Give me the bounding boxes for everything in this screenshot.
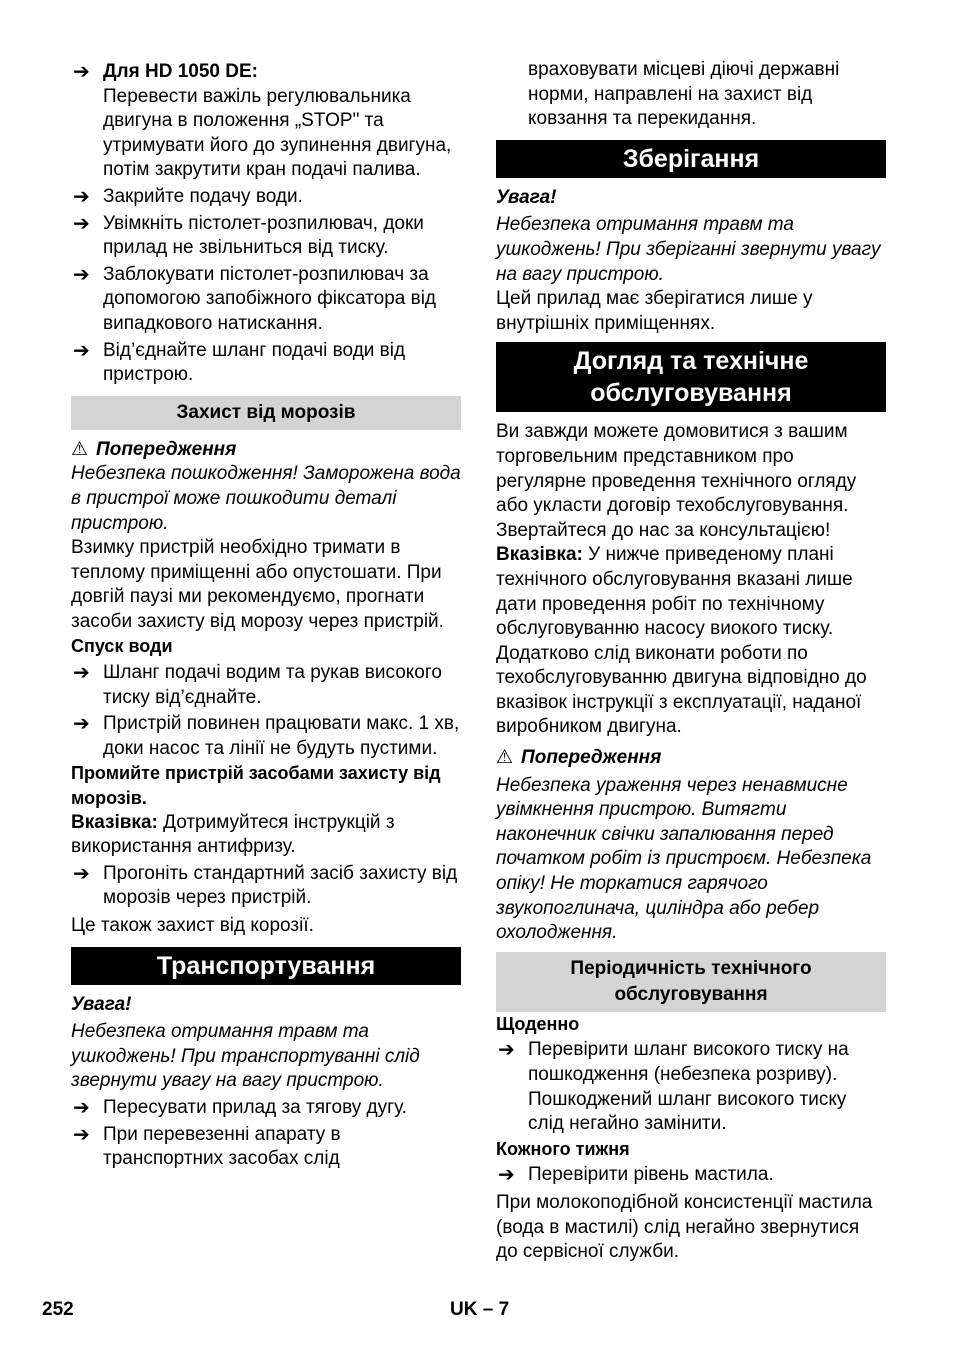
- left-column: [71, 58, 461, 1172]
- drain-heading: Спуск води: [71, 636, 173, 657]
- transport-caution-text: Небезпека отримання травм та ушкоджень! При транспортуванні слід звернути увагу на вагу пристрою.: [71, 1021, 420, 1092]
- hd-title: Для HD 1050 DE:: [103, 61, 258, 82]
- list-item: [71, 60, 461, 183]
- transport-caution: Увага!: [71, 993, 132, 1015]
- flush-heading: Промийте пристрій засобами захисту від морозів.: [71, 763, 441, 809]
- frost-warning-label: ⚠ Попередження: [71, 438, 237, 460]
- arrow-right-icon: ➔: [73, 662, 90, 685]
- arrow-right-icon: ➔: [73, 1123, 90, 1146]
- corrosion-text: Це також захист від корозії.: [71, 915, 314, 936]
- frost-warning-text: Небезпека пошкодження! Заморожена вода в пристрої може пошкодити деталі пристрою.: [71, 463, 461, 534]
- maintenance-text: Ви завжди можете домовитися з вашим торговельним представником про регулярне проведення технічного огляду або укласти договір техобслуговування. Звертайтеся до нас за консультацією!: [496, 421, 857, 541]
- daily-heading: Щоденно: [496, 1013, 580, 1034]
- list-item: ➔ Перевірити рівень мастила.: [498, 1164, 774, 1187]
- list-item: ➔ Шланг подачі водим та рукав високого тиску від’єднайте.: [73, 662, 442, 708]
- warning-triangle-icon: ⚠: [71, 438, 89, 460]
- storage-caution: Увага!: [496, 186, 557, 208]
- flush-note: Вказівка: Дотримуйтеся інструкцій з використання антифризу.: [71, 811, 395, 858]
- hd-text: Перевести важіль регулювальника двигуна в положення „STOP" та утримувати його до зупинення двигуна, потім закрутити кран подачі палива.: [103, 85, 452, 181]
- storage-caution-text: Небезпека отримання травм та ушкоджень! При зберіганні звернути увагу на вагу пристрою.: [496, 214, 881, 285]
- list-item: ➔ Закрийте подачу води.: [73, 185, 303, 208]
- list-item: ➔ Пересувати прилад за тягову дугу.: [73, 1096, 407, 1119]
- maintenance-heading: Догляд та технічне обслуговування: [496, 342, 886, 412]
- transport-continued-text: враховувати місцеві діючі державні норми, направлені на захист від ковзання та перекидання.: [528, 59, 840, 130]
- frost-heading: Захист від морозів: [71, 396, 461, 430]
- arrow-right-icon: ➔: [73, 339, 90, 362]
- storage-heading: Зберігання: [496, 140, 886, 178]
- arrow-right-icon: ➔: [73, 713, 90, 736]
- list-item: ➔ Заблокувати пістолет-розпилювач за допомогою запобіжного фіксатора від випадкового натискання.: [73, 263, 437, 334]
- right-column: [496, 58, 886, 1265]
- list-item: ➔ Пристрій повинен працювати макс. 1 хв, доки насос та лінії не будуть пустими.: [73, 713, 460, 759]
- maintenance-note: Вказівка: У нижче приведеному плані технічного обслуговування вказані лише дати проведення робіт по технічному обслуговуванню насосу виокого тиску. Додатково слід виконати роботи по техобслуговуванню двигуна відповідно до вказівок інструкції з експлуатації, наданої виробником двигуна.: [496, 544, 867, 738]
- list-item: ➔ Прогоніть стандартний засіб захисту від морозів через пристрій.: [73, 862, 458, 909]
- arrow-right-icon: ➔: [498, 1164, 515, 1187]
- arrow-right-icon: ➔: [73, 263, 90, 286]
- storage-text: Цей прилад має зберігатися лише у внутрішніх приміщеннях.: [496, 288, 813, 334]
- arrow-right-icon: ➔: [73, 862, 90, 885]
- section-label: UK – 7: [450, 1299, 510, 1320]
- list-item: ➔ При перевезенні апарату в транспортних засобах слід: [73, 1123, 341, 1170]
- transport-heading: Транспортування: [71, 947, 461, 985]
- arrow-right-icon: ➔: [73, 1096, 90, 1119]
- maintenance-warning-text: Небезпека ураження через ненавмисне увімкнення пристрою. Витягти наконечник свічки запалювання перед початком робіт із пристроєм. Небезпека опіку! Не торкатися гарячого звукопоглинача, циліндра або ребер охолодження.: [496, 774, 872, 944]
- page-number: 252: [42, 1299, 74, 1320]
- maintenance-warning-label: ⚠ Попередження: [496, 747, 662, 769]
- arrow-right-icon: ➔: [73, 212, 90, 235]
- arrow-right-icon: ➔: [73, 185, 90, 208]
- list-item: ➔ Від’єднайте шланг подачі води від пристрою.: [73, 339, 406, 386]
- list-item: ➔ Перевірити шланг високого тиску на пошкодження (небезпека розриву). Пошкоджений шланг високого тиску слід негайно замінити.: [498, 1039, 849, 1135]
- interval-heading: Періодичність технічного обслуговування: [496, 952, 886, 1012]
- warning-triangle-icon: ⚠: [496, 747, 514, 769]
- list-item: ➔ Увімкніть пістолет-розпилювач, доки прилад не звільниться від тиску.: [73, 212, 424, 259]
- frost-text: Взимку пристрій необхідно тримати в теплому приміщенні або опустошати. При довгій паузі ми рекомендуємо, прогнати засоби захисту від морозу через пристрій.: [71, 537, 444, 632]
- weekly-heading: Кожного тижня: [496, 1138, 630, 1159]
- arrow-right-icon: ➔: [73, 61, 90, 83]
- arrow-right-icon: ➔: [498, 1039, 515, 1062]
- weekly-text: При молокоподібной консистенції мастила (вода в мастилі) слід негайно звернутися до сервісної служби.: [496, 1191, 873, 1263]
